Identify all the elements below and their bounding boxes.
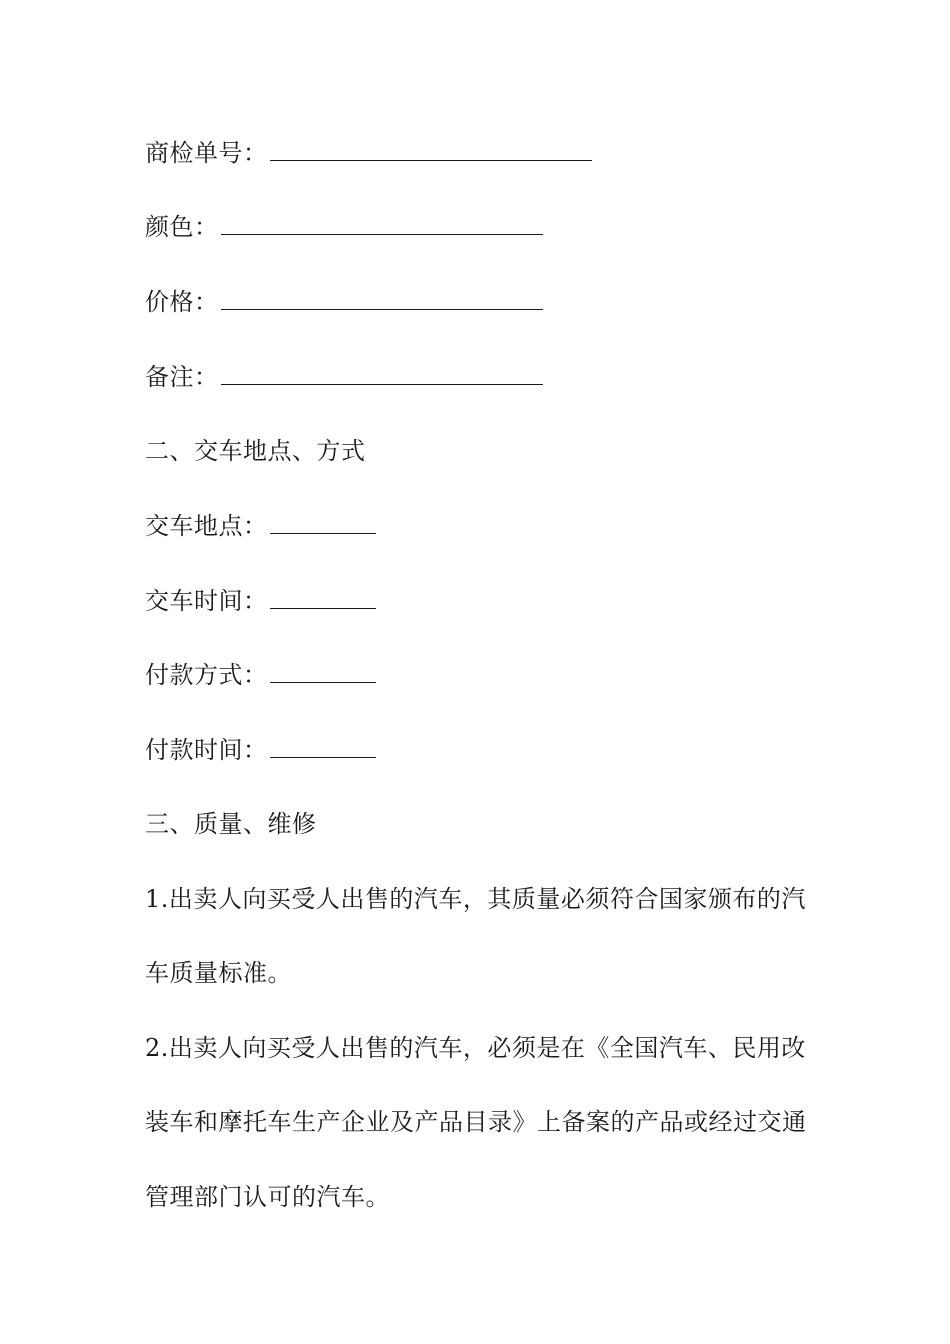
price-field [145, 287, 543, 317]
fill-in-blank[interactable] [270, 511, 376, 534]
fill-in-blank[interactable] [221, 362, 543, 385]
fill-in-blank[interactable] [270, 735, 376, 758]
field-label: 价格： [145, 288, 219, 316]
fill-in-blank[interactable] [270, 586, 376, 609]
payment-method-field [145, 660, 376, 690]
paragraph-line: 管理部门认可的汽车。 [145, 1183, 390, 1211]
field-label: 备注： [145, 363, 219, 391]
field-label: 交车时间： [145, 587, 268, 615]
field-label: 付款时间： [145, 736, 268, 764]
delivery-location-field [145, 511, 376, 541]
field-label: 付款方式： [145, 661, 268, 689]
paragraph-line: 2.出卖人向买受人出售的汽车，必须是在《全国汽车、民用改 [145, 1034, 806, 1062]
paragraph-line: 车质量标准。 [145, 959, 292, 987]
paragraph-line: 1.出卖人向买受人出售的汽车，其质量必须符合国家颁布的汽 [145, 885, 806, 913]
delivery-time-field [145, 586, 376, 616]
field-label: 颜色： [145, 213, 219, 241]
payment-time-field [145, 735, 376, 765]
inspection-number-field [145, 138, 592, 168]
section-heading: 二、交车地点、方式 [145, 437, 366, 465]
fill-in-blank[interactable] [270, 138, 592, 161]
color-field [145, 212, 543, 242]
remarks-field [145, 362, 543, 392]
section-heading: 三、质量、维修 [145, 810, 317, 838]
fill-in-blank[interactable] [221, 212, 543, 235]
fill-in-blank[interactable] [270, 660, 376, 683]
field-label: 交车地点： [145, 512, 268, 540]
fill-in-blank[interactable] [221, 287, 543, 310]
paragraph-line: 装车和摩托车生产企业及产品目录》上备案的产品或经过交通 [145, 1108, 807, 1136]
field-label: 商检单号： [145, 139, 268, 167]
